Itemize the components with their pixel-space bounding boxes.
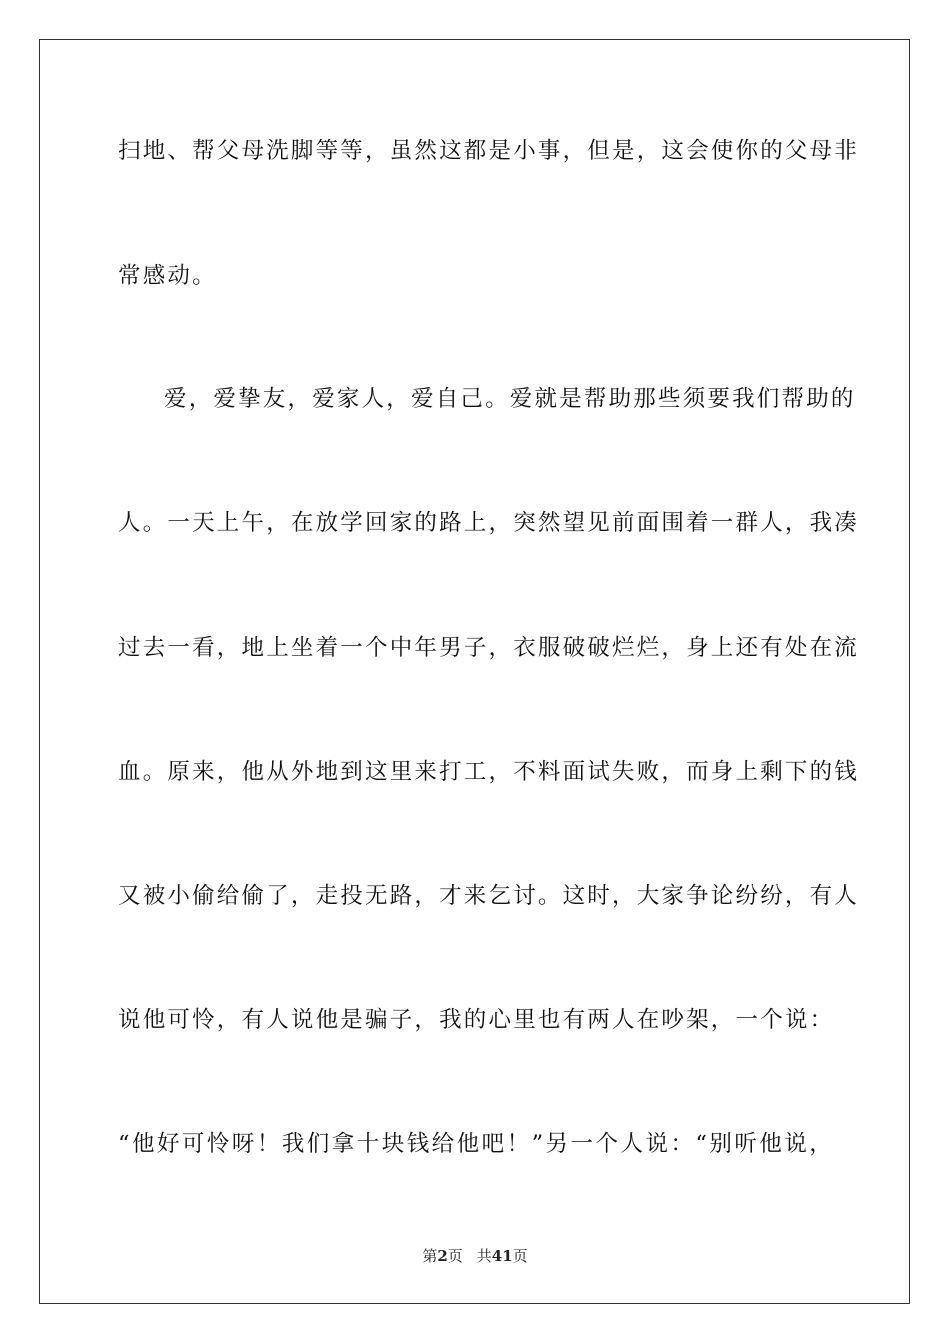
footer-page-number: 2 xyxy=(437,1247,448,1265)
page-border xyxy=(39,39,910,1304)
text-line-2: 常感动。 xyxy=(118,263,217,289)
footer-total-pages: 41 xyxy=(491,1247,513,1265)
footer-total-prefix: 共 xyxy=(476,1247,492,1265)
text-line-7: 又被小偷给偷了，走投无路，才来乞讨。这时，大家争论纷纷，有人 xyxy=(118,883,860,909)
text-line-5: 过去一看，地上坐着一个中年男子，衣服破破烂烂，身上还有处在流 xyxy=(118,635,860,661)
text-line-4: 人。一天上午，在放学回家的路上，突然望见前面围着一群人，我凑 xyxy=(118,510,860,536)
text-line-9: “他好可怜呀！我们拿十块钱给他吧！”另一个人说：“别听他说， xyxy=(118,1131,834,1157)
text-line-1: 扫地、帮父母洗脚等等，虽然这都是小事，但是，这会使你的父母非 xyxy=(118,138,860,164)
text-line-6: 血。原来，他从外地到这里来打工，不料面试失败，而身上剩下的钱 xyxy=(118,759,860,785)
footer-page-suffix: 页 xyxy=(447,1247,463,1265)
footer-total-suffix: 页 xyxy=(512,1247,528,1265)
footer-page-prefix: 第 xyxy=(422,1247,438,1265)
page-footer xyxy=(0,1246,950,1266)
text-line-3: 爱，爱挚友，爱家人，爱自己。爱就是帮助那些须要我们帮助的 xyxy=(164,386,856,412)
text-line-8: 说他可怜，有人说他是骗子，我的心里也有两人在吵架，一个说： xyxy=(118,1007,835,1033)
